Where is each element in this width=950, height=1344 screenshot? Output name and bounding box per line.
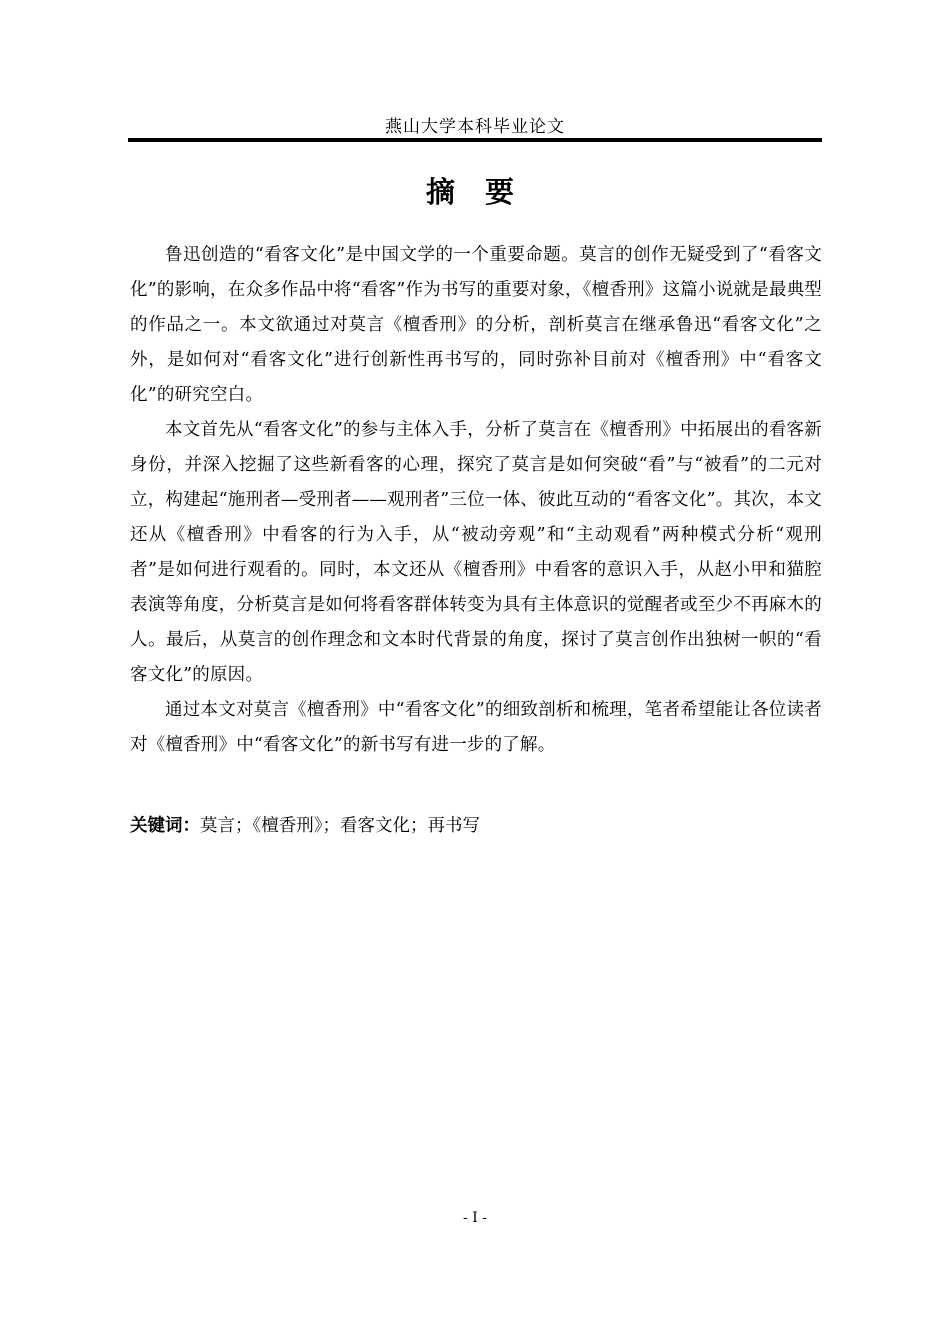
header-divider-thin — [128, 141, 822, 142]
keywords-line — [130, 810, 822, 842]
page-header-title: 燕山大学本科毕业论文 — [385, 117, 565, 137]
paragraph: 本文首先从“看客文化”的参与主体入手，分析了莫言在《檀香刑》中拓展出的看客新身份，并深入挖掘了这些新看客的心理，探究了莫言是如何突破“看”与“被看”的二元对立，构建起“施刑者—受刑者——观刑者”三位一体、彼此互动的“看客文化”。其次，本文还从《檀香刑》中看客的行为入手，从“被动旁观”和“主动观看”两种模式分析“观刑者”是如何进行观看的。同时，本文还从《檀香刑》中看客的意识入手，从赵小甲和猫腔表演等角度，分析莫言是如何将看客群体转变为具有主体意识的觉醒者或至少不再麻木的人。最后，从莫言的创作理念和文本时代背景的角度，探讨了莫言创作出独树一帜的“看客文化”的原因。 — [130, 420, 822, 685]
page-number: - I - — [463, 1210, 487, 1226]
keywords-label: 关键词： — [130, 816, 200, 836]
paragraph: 通过本文对莫言《檀香刑》中“看客文化”的细致剖析和梳理，笔者希望能让各位读者对《檀香刑》中“看客文化”的新书写有进一步的了解。 — [130, 700, 822, 755]
page-title: 摘 要 — [425, 175, 525, 209]
paragraph: 鲁迅创造的“看客文化”是中国文学的一个重要命题。莫言的创作无疑受到了“看客文化”的影响，在众多作品中将“看客”作为书写的重要对象，《檀香刑》这篇小说就是最典型的作品之一。本文欲通过对莫言《檀香刑》的分析，剖析莫言在继承鲁迅“看客文化”之外，是如何对“看客文化”进行创新性再书写的，同时弥补目前对《檀香刑》中“看客文化”的研究空白。 — [130, 245, 822, 405]
keywords-value: 莫言；《檀香刑》；看客文化；再书写 — [200, 816, 480, 836]
abstract-body — [130, 238, 822, 763]
